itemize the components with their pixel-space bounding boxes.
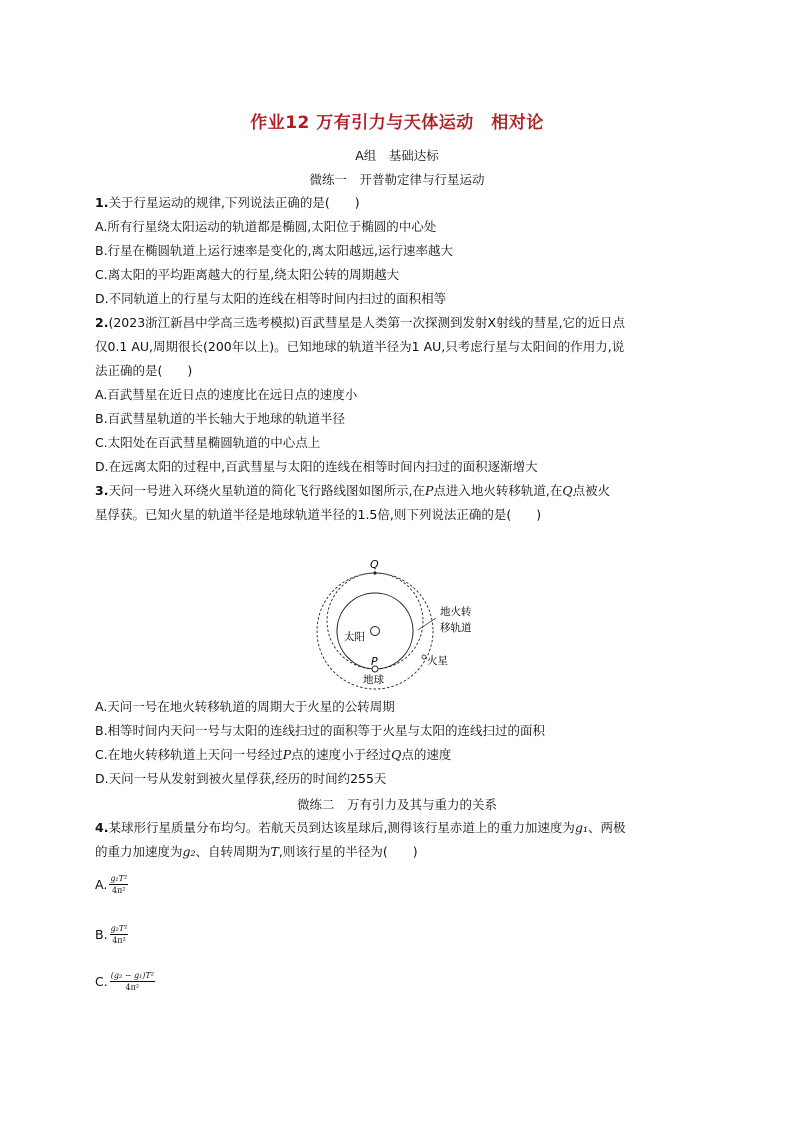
label-transfer-orbit-line-2: 移轨道 [440,622,472,634]
question-3-stem-line-2: 星俘获。已知火星的轨道半径是地球轨道半径的1.5倍,则下列说法正确的是( ) [95,507,542,522]
label-q: Q [370,558,379,571]
label-mars: 火星 [427,655,448,667]
q-point [373,571,376,574]
question-2-stem-line-1: 2.(2023浙江新昌中学高三选考模拟)百武彗星是人类第一次探测到发射X射线的彗星,它的近日点 [95,315,626,330]
fraction: $\frac{\text{g₁T²}}{\text{4π²}}$ [110,874,128,895]
question-1-option-c: C.离太阳的平均距离越大的行星,绕太阳公转的周期越大 [95,267,400,282]
question-number: 3. [95,483,109,498]
group-heading: A组 基础达标 [355,148,439,163]
question-2-option-d: D.在远离太阳的过程中,百武彗星与太阳的连线在相等时间内扫过的面积逐渐增大 [95,459,538,474]
question-3-option-b: B.相等时间内天问一号与太阳的连线扫过的面积等于火星与太阳的连线扫过的面积 [95,723,546,738]
question-number: 1. [95,195,109,210]
question-4-option-b: B. $\frac{\text{g₂T²}}{\text{4π²}}$ [95,924,128,945]
question-3-stem-line-1: 3.天问一号进入环绕火星轨道的简化飞行路线图如图所示,在P点进入地火转移轨道,在Q点被火 [95,483,611,498]
question-4-stem-line-2: 的重力加速度为g₂、自转周期为T,则该行星的半径为( ) [95,844,418,859]
question-1-option-d: D.不同轨道上的行星与太阳的连线在相等时间内扫过的面积相等 [95,291,447,306]
label-p: P [371,655,378,668]
question-4-option-a: A. $\frac{\text{g₁T²}}{\text{4π²}}$ [95,874,128,895]
fraction: $\frac{\text{(g₂ − g₁)T²}}{\text{4π²}}$ [110,971,154,992]
question-4-option-c: C. $\frac{\text{(g₂ − g₁)T²}}{\text{4π²}}$ [95,971,154,992]
label-sun: 太阳 [344,631,365,643]
question-1-stem: 1.关于行星运动的规律,下列说法正确的是( ) [95,195,360,210]
section-heading-1: 微练一 开普勒定律与行星运动 [309,172,485,187]
orbit-diagram [300,555,500,690]
question-3-option-a: A.天问一号在地火转移轨道的周期大于火星的公转周期 [95,699,395,714]
mars-marker [422,655,426,659]
question-2-stem-line-3: 法正确的是( ) [95,363,193,378]
section-heading-2: 微练二 万有引力及其与重力的关系 [296,797,497,812]
question-3-option-d: D.天问一号从发射到被火星俘获,经历的时间约255天 [95,771,387,786]
question-number: 4. [95,820,109,835]
question-2-option-a: A.百武彗星在近日点的速度比在远日点的速度小 [95,387,358,402]
page-title: 作业12 万有引力与天体运动 相对论 [250,113,544,133]
question-2-option-b: B.百武彗星轨道的半长轴大于地球的轨道半径 [95,411,346,426]
question-1-option-b: B.行星在椭圆轨道上运行速率是变化的,离太阳越远,运行速率越大 [95,243,453,258]
sun-marker [371,627,380,636]
question-2-option-c: C.太阳处在百武彗星椭圆轨道的中心点上 [95,435,321,450]
question-2-stem-line-2: 仅0.1 AU,周期很长(200年以上)。已知地球的轨道半径为1 AU,只考虑行星与太阳间的作用力,说 [95,339,625,354]
label-earth: 地球 [363,674,384,686]
question-1-option-a: A.所有行星绕太阳运动的轨道都是椭圆,太阳位于椭圆的中心处 [95,219,437,234]
label-transfer-orbit-line-1: 地火转 [440,606,472,618]
question-number: 2. [95,315,109,330]
question-4-stem-line-1: 4.某球形行星质量分布均匀。若航天员到达该星球后,测得该行星赤道上的重力加速度为g₁、两极 [95,820,626,835]
question-3-option-c: C.在地火转移轨道上天问一号经过P点的速度小于经过Q点的速度 [95,747,452,762]
fraction: $\frac{\text{g₂T²}}{\text{4π²}}$ [110,924,128,945]
